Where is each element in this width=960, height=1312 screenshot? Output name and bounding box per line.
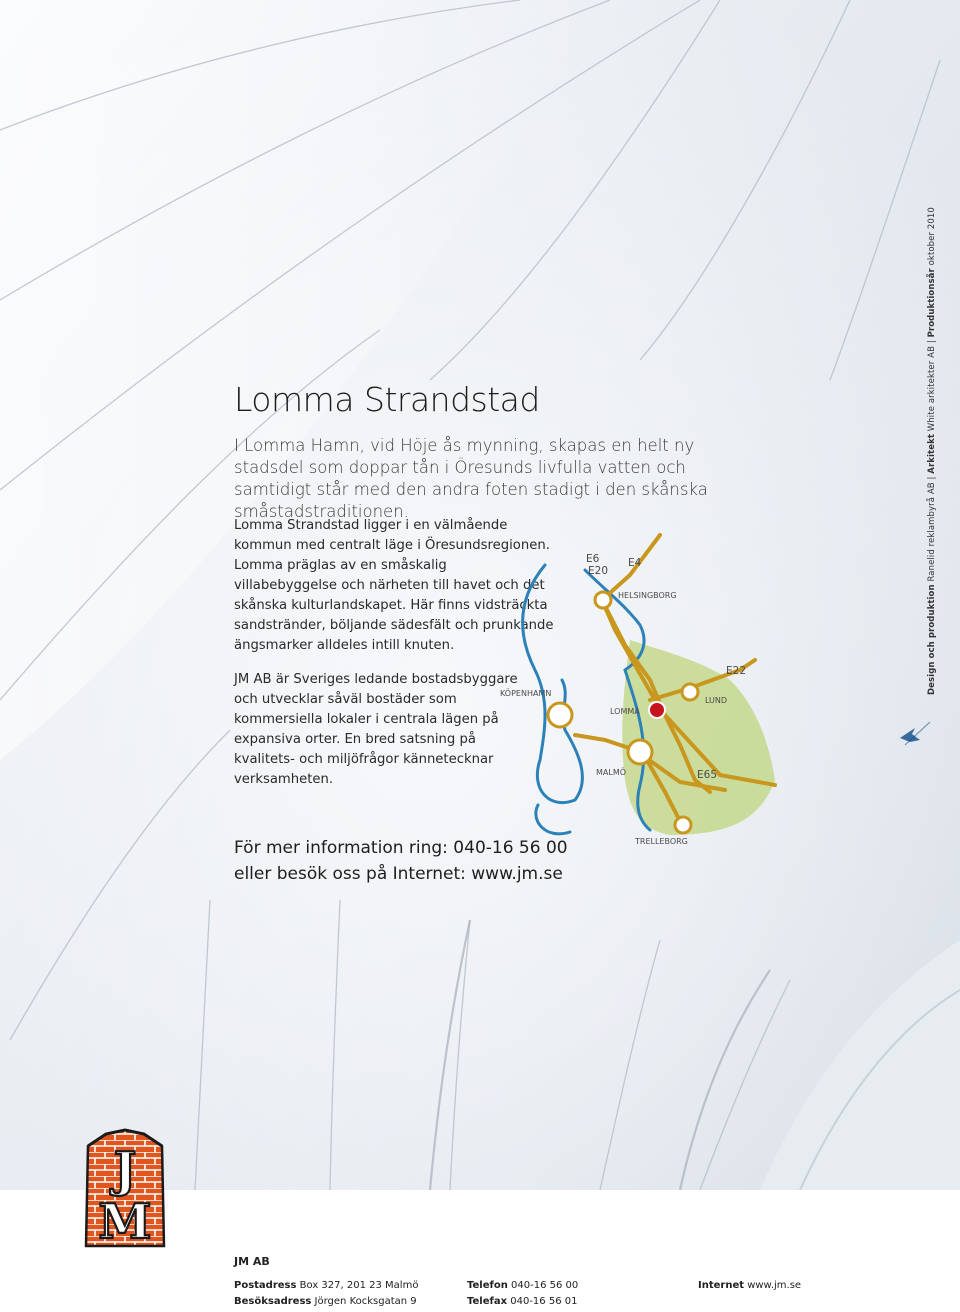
land-area	[622, 640, 775, 835]
marker-helsingborg	[595, 592, 611, 608]
footer-visit-label: Besöksadress	[234, 1296, 312, 1307]
city-label-kopenhamn: KÖPENHAMN	[500, 689, 552, 698]
credit-architect-value: White arkitekter AB	[927, 345, 937, 432]
region-map	[490, 530, 790, 870]
footer-fax-value: 040-16 56 01	[510, 1296, 578, 1307]
city-label-lomma: LOMMA	[610, 707, 640, 716]
credit-year-label: Produktionsår	[927, 268, 937, 338]
city-label-malmo: MALMÖ	[596, 768, 627, 777]
footer-fax-label: Telefax	[467, 1296, 508, 1307]
road-label-e65: E65	[697, 769, 717, 781]
marker-trelleborg	[675, 817, 691, 833]
credit-design-label: Design och produktion	[927, 584, 937, 695]
marker-malmo	[628, 740, 652, 764]
logo-letter-j: J	[113, 1142, 137, 1198]
road-label-e22: E22	[726, 665, 746, 677]
contact-phone-line: För mer information ring: 040-16 56 00	[234, 838, 568, 858]
road-label-e6: E6	[586, 553, 600, 565]
city-label-helsingborg: HELSINGBORG	[618, 591, 677, 600]
road-label-e4: E4	[628, 557, 642, 569]
body-paragraph-company: JM AB är Sveriges ledande bostadsbyggare och utvecklar såväl bostäder som kommersiella lokaler i centrala lägen på expansiva orter. En bred satsning på kvalitets- och miljöfrågor kännetecknar verksamheten.	[234, 672, 518, 787]
marker-lomma	[649, 702, 665, 718]
footer-visit-value: Jörgen Kocksgatan 9	[314, 1296, 417, 1307]
body-paragraph-location: Lomma Strandstad ligger i en välmående kommun med centralt läge i Öresundsregionen. Lomma präglas av en småskalig villabebyggelse och närheten till havet och det skånska kulturlandskapet. Här finns vidsträckta sandstränder, böljande sädesfält och prunkande ängsmarker alldeles intill knuten.	[234, 518, 554, 653]
footer-web-link[interactable]: www.jm.se	[747, 1280, 802, 1291]
page-title: Lomma Strandstad	[234, 380, 540, 419]
footer-web-label: Internet	[698, 1280, 745, 1291]
footer	[234, 1255, 934, 1312]
footer-postal-label: Postadress	[234, 1280, 297, 1291]
marker-lund	[682, 684, 698, 700]
credit-architect-label: Arkitekt	[927, 434, 937, 474]
jm-logo	[80, 1128, 170, 1250]
footer-phone-label: Telefon	[467, 1280, 508, 1291]
marker-kopenhamn	[548, 703, 572, 727]
credits-vertical: Design och produktion Ranelid reklambyrå AB | Arkitekt White arkitekter AB | Produktionsår oktober 2010	[927, 207, 937, 695]
footer-company: JM AB	[234, 1255, 270, 1268]
lead-paragraph: I Lomma Hamn, vid Höje ås mynning, skapas en helt ny stadsdel som doppar tån i Öresunds livfulla vatten och samtidigt står med den andra foten stadigt i den skånska småstadstraditionen.	[234, 436, 708, 521]
road-label-e20: E20	[588, 565, 608, 577]
footer-postal-value: Box 327, 201 23 Malmö	[299, 1280, 419, 1291]
credit-year-value: oktober 2010	[927, 207, 937, 266]
city-label-trelleborg: TRELLEBORG	[635, 837, 688, 846]
city-label-lund: LUND	[705, 696, 728, 705]
logo-letter-m: M	[98, 1194, 152, 1250]
footer-phone-value: 040-16 56 00	[511, 1280, 579, 1291]
credit-design-value: Ranelid reklambyrå AB	[927, 482, 937, 582]
contact-web-line: eller besök oss på Internet: www.jm.se	[234, 864, 563, 884]
